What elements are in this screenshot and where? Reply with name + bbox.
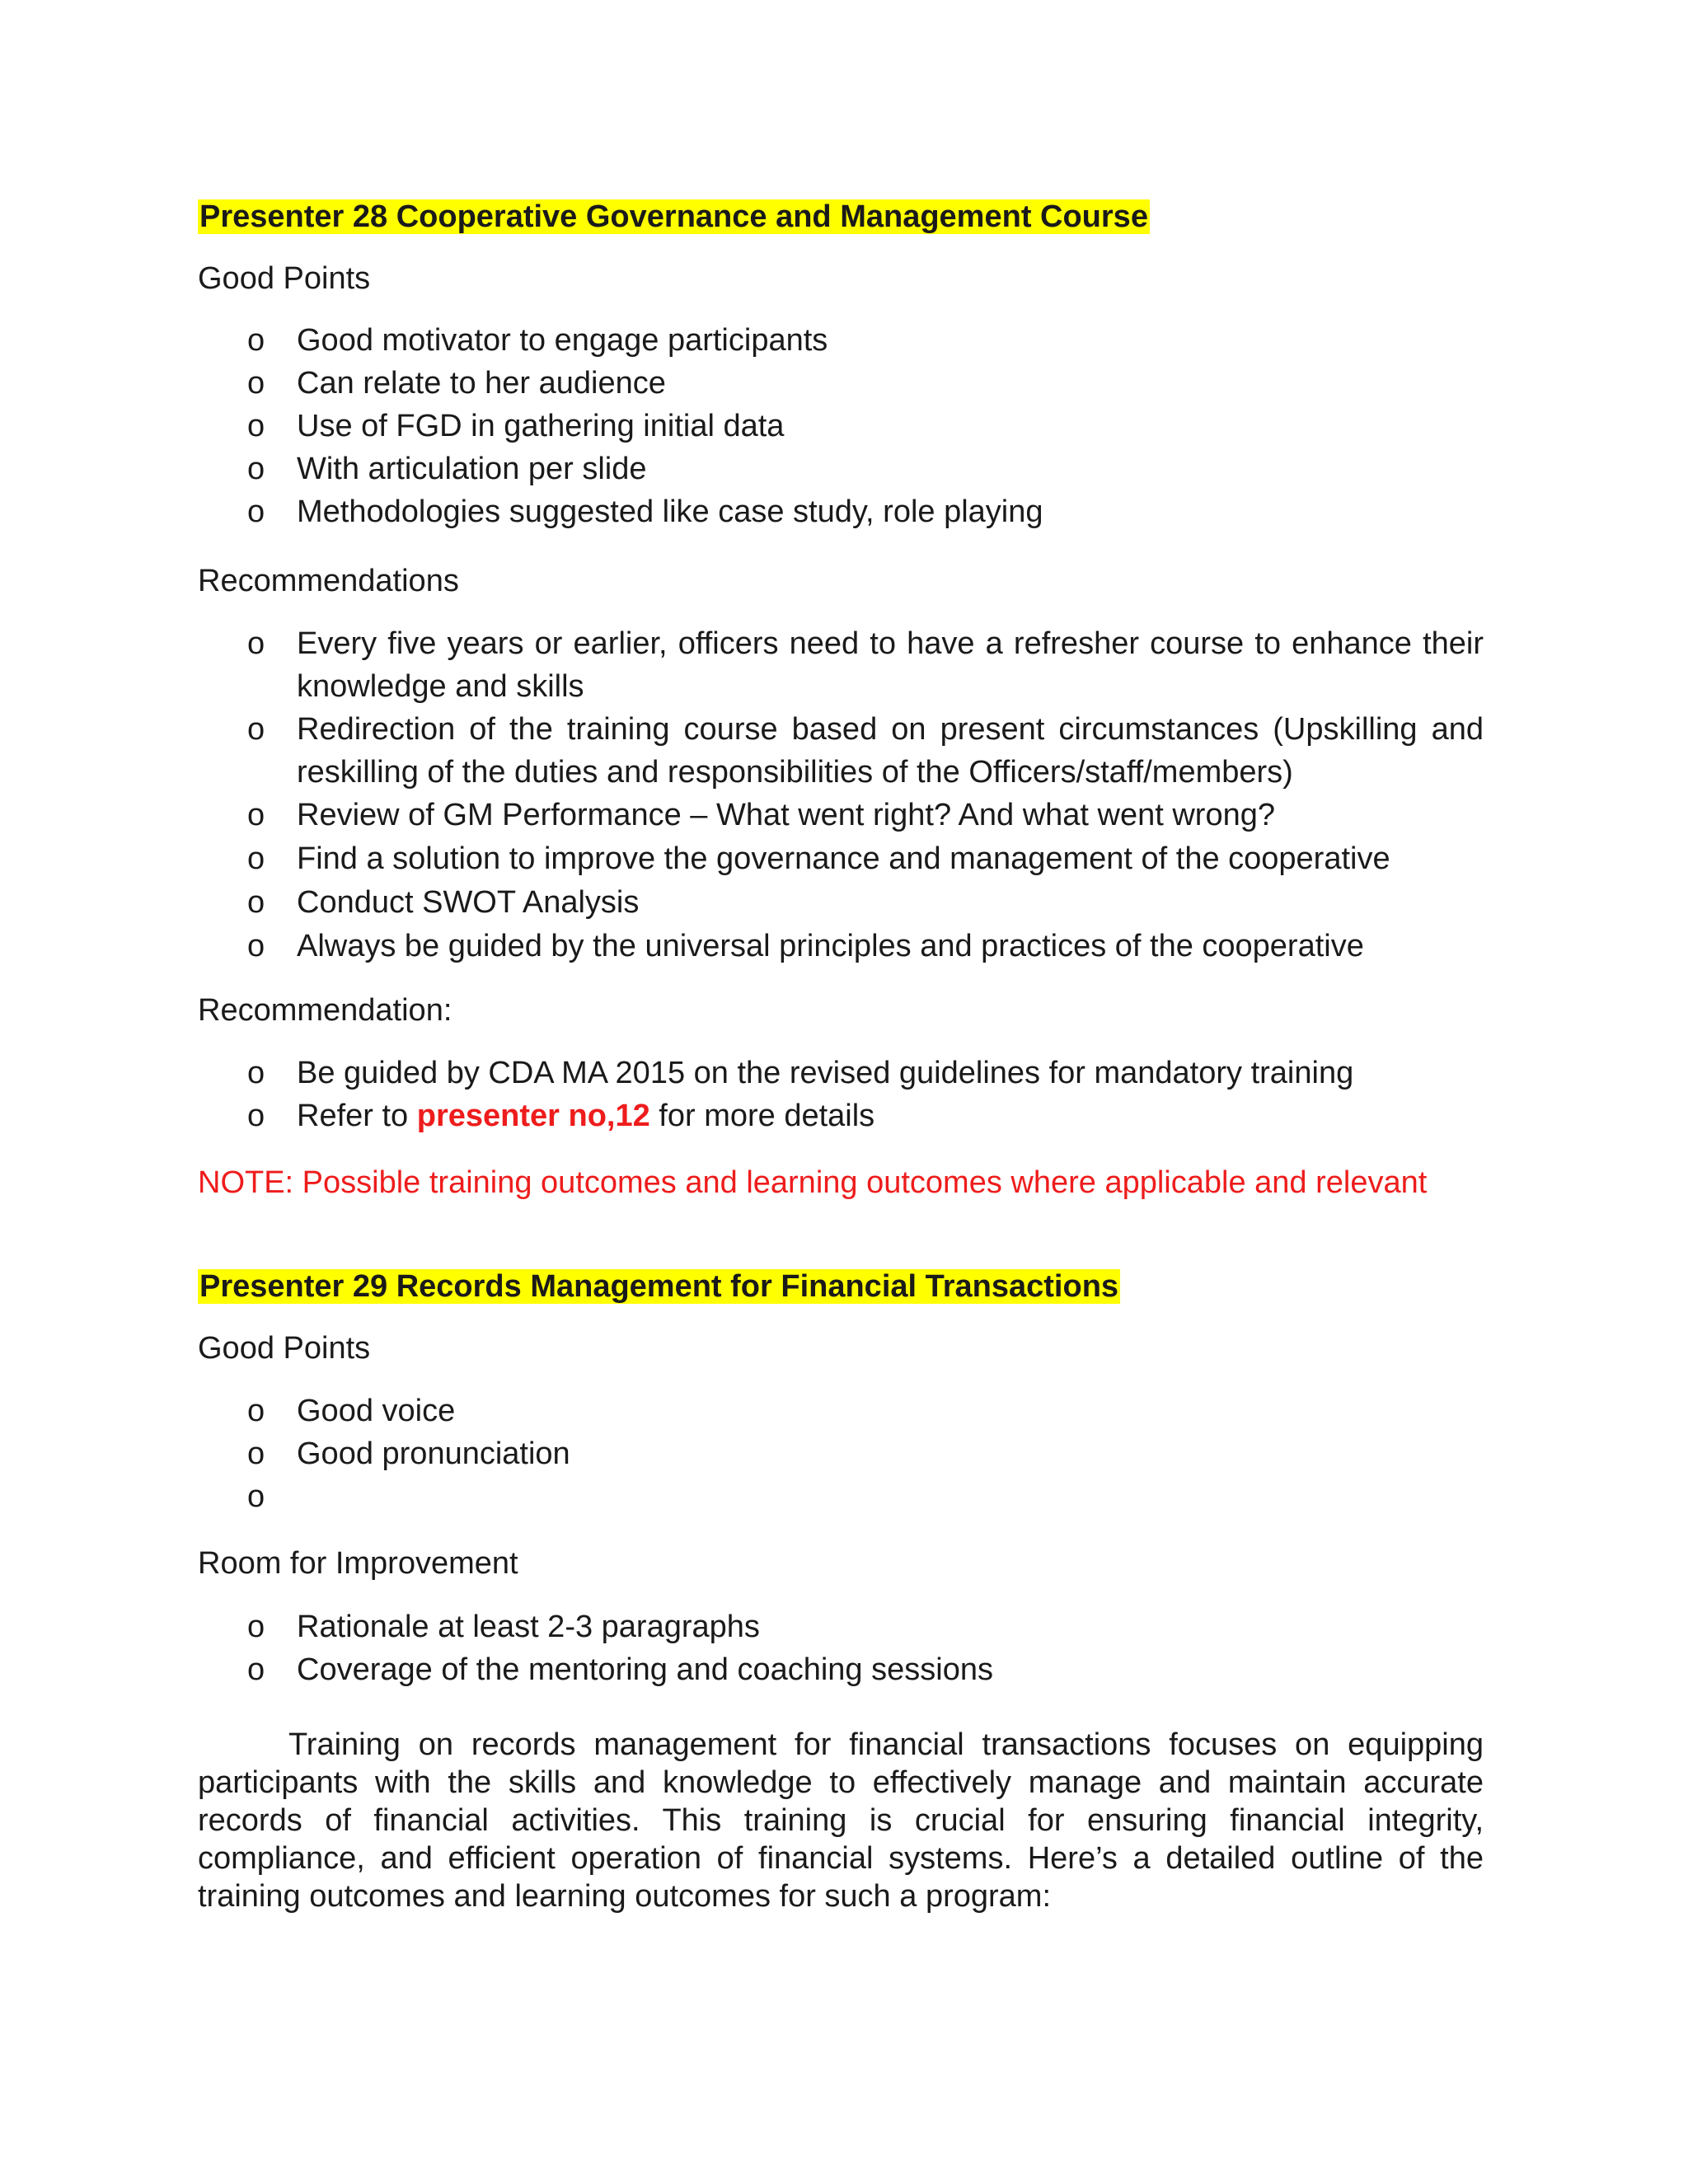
section1-recommendation-list <box>198 1052 1484 1137</box>
bullet-icon: o <box>247 323 265 358</box>
section1-recommendations-label: Recommendations <box>198 564 459 598</box>
bullet-icon: o <box>247 409 265 443</box>
list-item: o Every five years or earlier, officers need to have a refresher course to enhance their knowledge and skills <box>198 622 1484 708</box>
list-item: o Coverage of the mentoring and coaching sessions <box>198 1648 1484 1691</box>
list-item: o Find a solution to improve the governance and management of the cooperative <box>198 837 1484 881</box>
list-item: o Good pronunciation <box>198 1432 1484 1475</box>
bullet-icon: o <box>247 712 265 747</box>
bullet-icon: o <box>247 1394 265 1428</box>
list-item <box>198 1475 1484 1518</box>
bullet-icon: o <box>247 1652 265 1687</box>
bullet-icon: o <box>247 1056 265 1090</box>
section2-good-points-list <box>198 1390 1484 1518</box>
section1-recommendation-label: Recommendation: <box>198 993 452 1028</box>
section2-improvement-label: Room for Improvement <box>198 1546 518 1581</box>
list-item: o Conduct SWOT Analysis <box>198 881 1484 925</box>
list-item: o Refer to presenter no,12 for more details <box>198 1094 1484 1137</box>
list-item: o Review of GM Performance – What went right? And what went wrong? <box>198 794 1484 837</box>
list-item: o Always be guided by the universal principles and practices of the cooperative <box>198 925 1484 968</box>
list-item: o Methodologies suggested like case study, role playing <box>198 490 1484 533</box>
list-item: o Rationale at least 2-3 paragraphs <box>198 1605 1484 1648</box>
list-item: o Redirection of the training course based on present circumstances (Upskilling and reskilling of the duties and responsibilities of the Officers/staff/members) <box>198 708 1484 794</box>
section1-note: NOTE: Possible training outcomes and learning outcomes where applicable and relevant <box>198 1165 1428 1200</box>
bullet-icon: o <box>247 366 265 401</box>
bullet-icon: o <box>247 1610 265 1644</box>
bullet-icon: o <box>247 929 265 963</box>
bullet-icon: o <box>247 841 265 876</box>
bullet-icon: o <box>247 452 265 486</box>
bullet-icon: o <box>247 798 265 832</box>
section1-recommendations-list <box>198 622 1484 968</box>
section2-paragraph: Training on records management for financial transactions focuses on equipping participants with the skills and knowledge to effectively manage and maintain accurate records of financial activities. This training is crucial for ensuring financial integrity, compliance, and efficient operation of financial systems. Here’s a detailed outline of the training outcomes and learning outcomes for such a program: <box>198 1727 1484 1914</box>
bullet-icon: o <box>247 1436 265 1471</box>
list-item: o Good motivator to engage participants <box>198 319 1484 362</box>
list-item: o Be guided by CDA MA 2015 on the revised guidelines for mandatory training <box>198 1052 1484 1094</box>
section2-improvement-list <box>198 1605 1484 1691</box>
section2-heading: Presenter 29 Records Management for Financial Transactions <box>199 1269 1119 1304</box>
presenter-reference: presenter no,12 <box>416 1099 650 1133</box>
bullet-icon: o <box>247 1099 265 1133</box>
list-item: o With articulation per slide <box>198 448 1484 490</box>
list-item: o Use of FGD in gathering initial data <box>198 405 1484 448</box>
section1-good-points-list <box>198 319 1484 533</box>
section1-good-points-label: Good Points <box>198 261 371 296</box>
list-item: o Can relate to her audience <box>198 362 1484 405</box>
bullet-icon: o <box>247 1479 265 1514</box>
bullet-icon: o <box>247 885 265 920</box>
bullet-icon: o <box>247 494 265 529</box>
section2-good-points-label: Good Points <box>198 1331 371 1366</box>
list-item: o Good voice <box>198 1390 1484 1432</box>
section1-heading: Presenter 28 Cooperative Governance and Management Course <box>199 199 1148 234</box>
bullet-icon: o <box>247 626 265 661</box>
